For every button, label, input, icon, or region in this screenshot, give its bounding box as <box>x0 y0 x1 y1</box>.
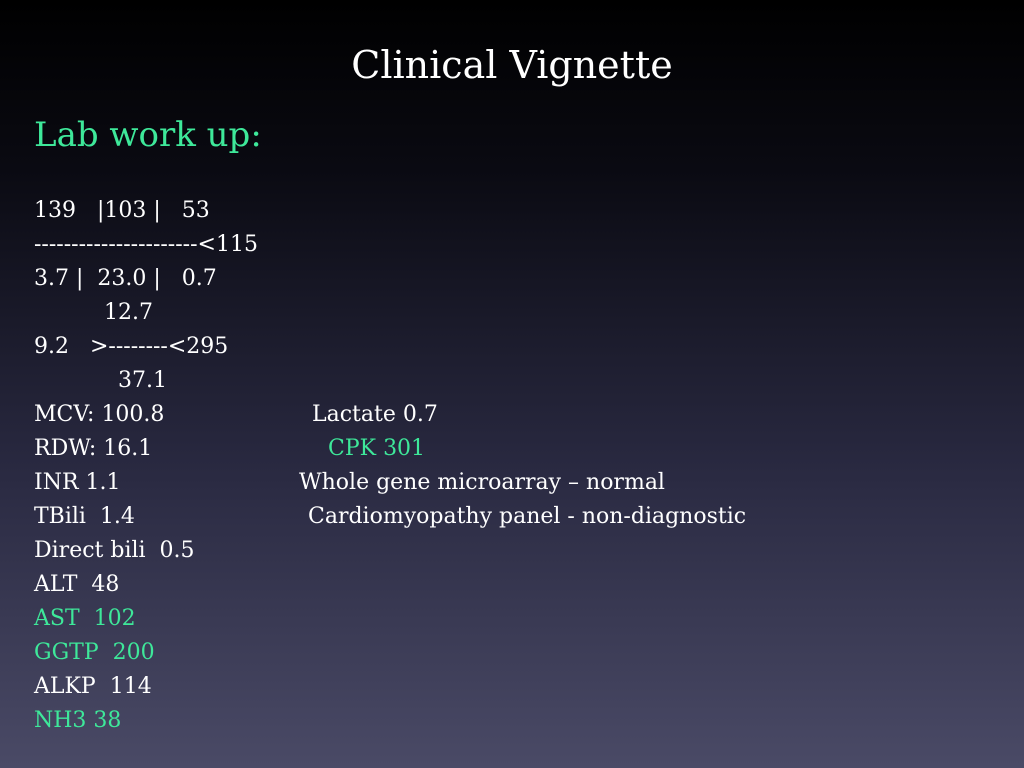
lab-alt: ALT 48 <box>34 572 120 597</box>
slide-title: Clinical Vignette <box>351 43 673 87</box>
lab-alkp: ALKP 114 <box>34 674 152 699</box>
lab-ast: AST 102 <box>34 606 136 631</box>
lab-rdw: RDW: 16.1 <box>34 436 153 461</box>
lab-tbili: TBili 1.4 <box>34 504 135 529</box>
cbc-hct: 37.1 <box>118 368 167 393</box>
lab-lactate: Lactate 0.7 <box>312 402 438 427</box>
lab-mcv: MCV: 100.8 <box>34 402 165 427</box>
bmp-line-3: 3.7 | 23.0 | 0.7 <box>34 266 217 291</box>
cbc-hgb: 12.7 <box>104 300 153 325</box>
bmp-line-2: ----------------------<115 <box>34 232 258 257</box>
lab-microarray: Whole gene microarray – normal <box>299 470 665 495</box>
lab-nh3: NH3 38 <box>34 708 122 733</box>
slide-subtitle: Lab work up: <box>34 115 262 155</box>
lab-direct-bili: Direct bili 0.5 <box>34 538 195 563</box>
lab-ggtp: GGTP 200 <box>34 640 155 665</box>
lab-cpk: CPK 301 <box>328 436 426 461</box>
lab-cardiomyopathy-panel: Cardiomyopathy panel - non-diagnostic <box>308 504 747 529</box>
bmp-line-1: 139 |103 | 53 <box>34 198 210 223</box>
lab-inr: INR 1.1 <box>34 470 121 495</box>
cbc-line: 9.2 >--------<295 <box>34 334 229 359</box>
